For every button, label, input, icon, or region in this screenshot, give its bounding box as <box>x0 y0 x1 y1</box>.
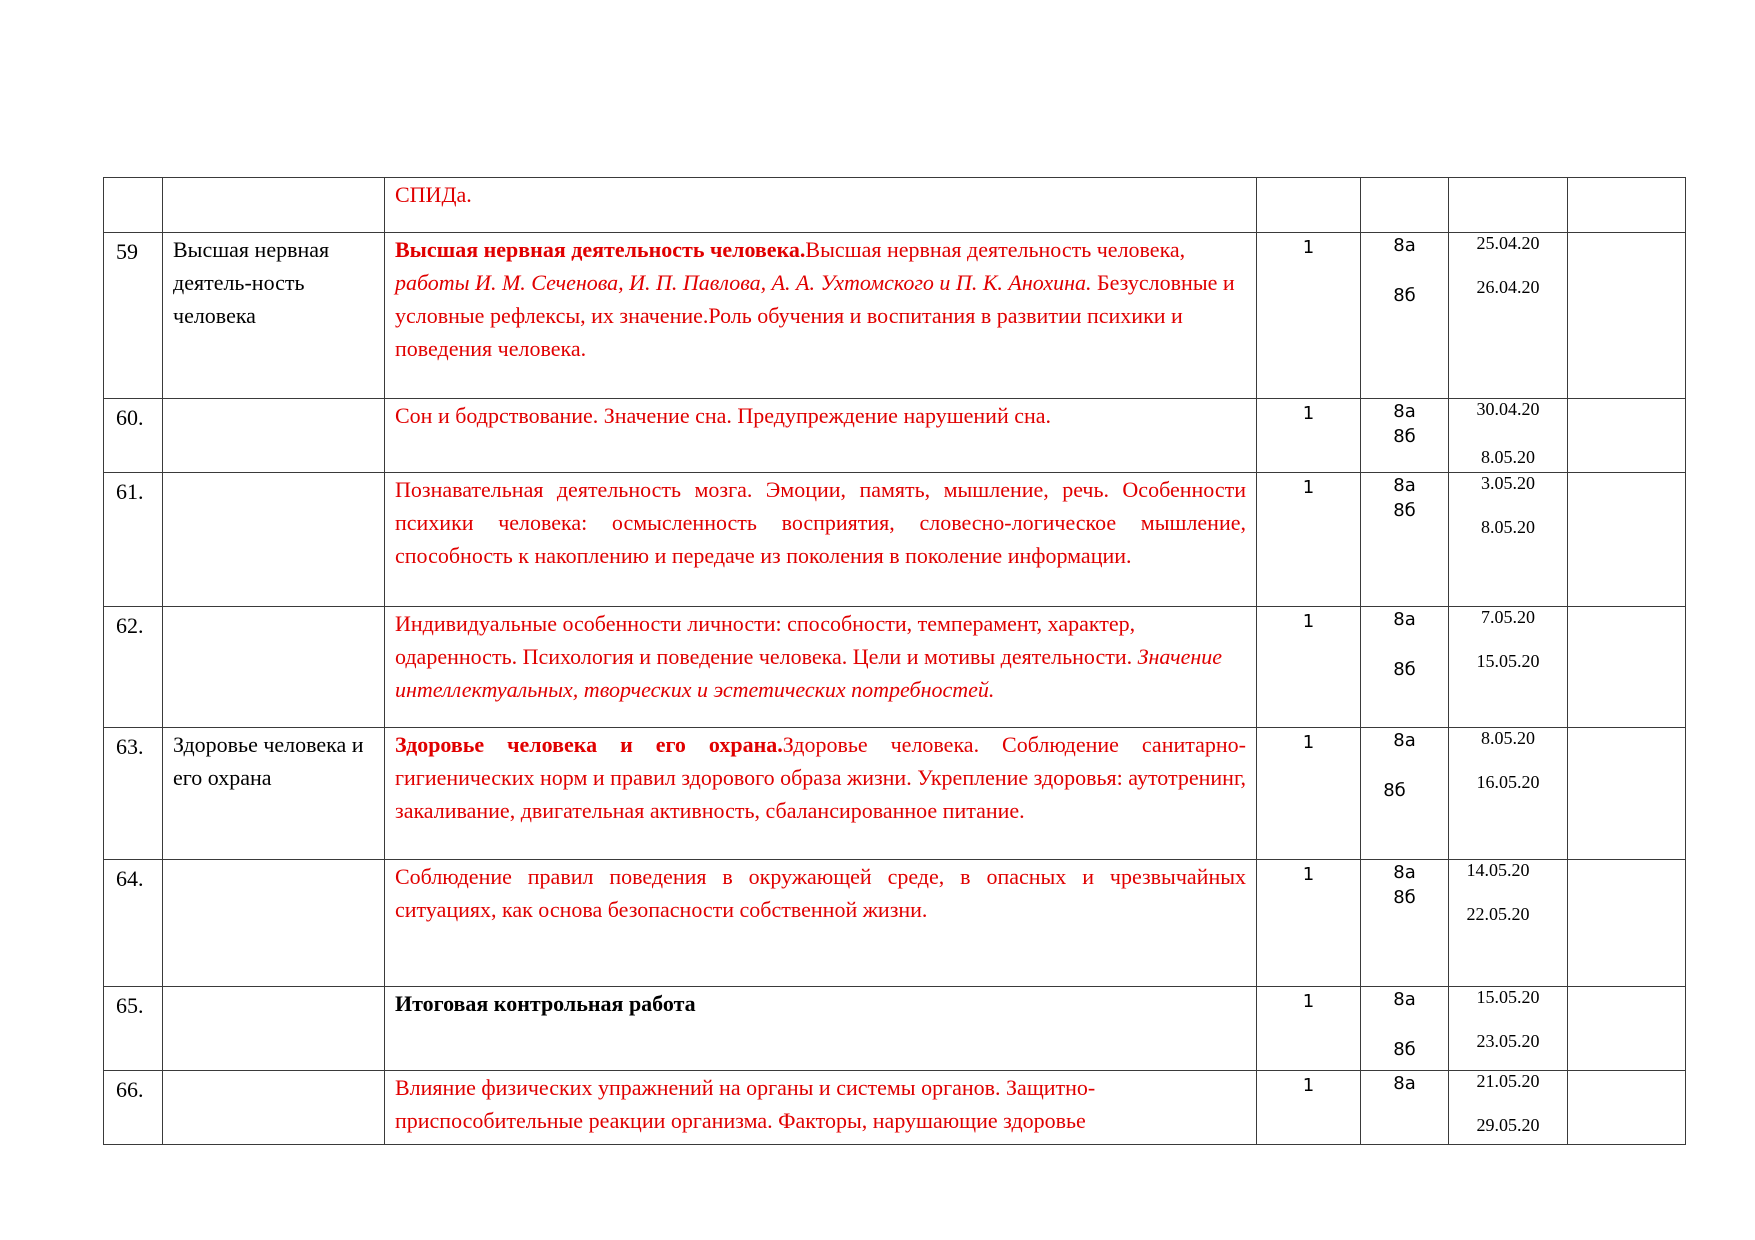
section-topic-cell <box>163 233 385 399</box>
lesson-content-segment: работы И. М. Сеченова, И. П. Павлова, А. А. Ухтомского и П. К. Анохина. <box>395 270 1092 295</box>
hours-value: 1 <box>1302 1075 1315 1096</box>
table-row <box>104 607 1686 728</box>
lesson-content-cell <box>385 728 1257 860</box>
lesson-content-segment: Индивидуальные особенности личности: способности, темперамент, характер, одаренность. Психология и поведение человека. Цели и мотивы деятельности. <box>395 611 1138 669</box>
note-cell <box>1568 987 1686 1071</box>
section-topic-cell <box>163 178 385 233</box>
hours-value: 1 <box>1302 611 1315 632</box>
dates-cell <box>1449 178 1568 233</box>
note-cell <box>1568 607 1686 728</box>
class-cell <box>1361 987 1449 1071</box>
note-cell <box>1568 233 1686 399</box>
lesson-content-segment: Сон и бодрствование. Значение сна. Предупреждение нарушений сна. <box>395 403 1052 428</box>
class-cell <box>1361 233 1449 399</box>
hours-value: 1 <box>1302 403 1315 424</box>
lesson-content-segment: Значение интеллектуальных, творческих и эстетических потребностей. <box>395 644 1223 702</box>
class-label: 8а <box>1393 862 1416 883</box>
lesson-content-segment: Высшая нервная деятельность человека, <box>805 237 1186 262</box>
lesson-date: 16.05.20 <box>1476 772 1540 792</box>
lesson-number: 60. <box>116 405 144 430</box>
class-label: 8а <box>1393 235 1416 256</box>
note-cell <box>1568 860 1686 987</box>
section-topic-cell <box>163 987 385 1071</box>
section-topic-cell <box>163 607 385 728</box>
lesson-date: 15.05.20 <box>1476 987 1540 1007</box>
lesson-content-cell <box>385 1071 1257 1145</box>
dates-cell <box>1449 728 1568 860</box>
dates-cell <box>1449 860 1568 987</box>
dates-cell <box>1449 233 1568 399</box>
dates-cell <box>1449 987 1568 1071</box>
class-cell <box>1361 728 1449 860</box>
lesson-date: 29.05.20 <box>1476 1115 1540 1135</box>
lesson-date: 26.04.20 <box>1476 277 1540 297</box>
lesson-date: 22.05.20 <box>1466 904 1530 924</box>
lesson-date: 3.05.20 <box>1481 473 1535 493</box>
lesson-number-cell <box>104 233 163 399</box>
class-label: 8а <box>1393 609 1416 630</box>
hours-value: 1 <box>1302 237 1315 258</box>
class-cell <box>1361 178 1449 233</box>
hours-cell <box>1257 607 1361 728</box>
lesson-number: 59 <box>116 239 138 264</box>
table-row <box>104 1071 1686 1145</box>
lesson-date: 14.05.20 <box>1466 860 1530 880</box>
lesson-date: 25.04.20 <box>1476 233 1540 253</box>
lesson-content-cell <box>385 233 1257 399</box>
hours-cell <box>1257 1071 1361 1145</box>
table-row <box>104 233 1686 399</box>
section-topic-cell <box>163 728 385 860</box>
lesson-number: 63. <box>116 734 144 759</box>
lesson-number: 64. <box>116 866 144 891</box>
lesson-content-segment: Итоговая контрольная работа <box>395 991 696 1016</box>
class-label: 8б <box>1393 500 1416 521</box>
table-row <box>104 399 1686 473</box>
class-cell <box>1361 607 1449 728</box>
dates-cell <box>1449 473 1568 607</box>
lesson-number-cell <box>104 987 163 1071</box>
class-cell <box>1361 399 1449 473</box>
note-cell <box>1568 399 1686 473</box>
lesson-content-segment: СПИДа. <box>395 182 472 207</box>
class-cell <box>1361 473 1449 607</box>
lesson-date: 8.05.20 <box>1481 728 1535 748</box>
lesson-number-cell <box>104 399 163 473</box>
lesson-number: 61. <box>116 479 144 504</box>
table-row <box>104 473 1686 607</box>
hours-cell <box>1257 473 1361 607</box>
lesson-date: 30.04.20 <box>1476 399 1540 419</box>
lesson-number-cell <box>104 607 163 728</box>
lesson-date: 8.05.20 <box>1481 447 1535 467</box>
lesson-content-cell <box>385 178 1257 233</box>
table-row <box>104 860 1686 987</box>
section-topic: Здоровье человека и его охрана <box>173 732 364 790</box>
lesson-date: 8.05.20 <box>1481 517 1535 537</box>
lesson-number-cell <box>104 728 163 860</box>
lesson-content-segment: Безусловные и условные рефлексы, их значение.Роль обучения и воспитания в развитии психики и поведения человека. <box>395 270 1235 361</box>
lesson-date: 7.05.20 <box>1481 607 1535 627</box>
section-topic-cell <box>163 860 385 987</box>
section-topic-cell <box>163 399 385 473</box>
class-label: 8б <box>1383 780 1406 801</box>
lesson-date: 23.05.20 <box>1476 1031 1540 1051</box>
lesson-content-cell <box>385 987 1257 1071</box>
hours-cell <box>1257 860 1361 987</box>
class-cell <box>1361 1071 1449 1145</box>
dates-cell <box>1449 399 1568 473</box>
hours-value: 1 <box>1302 864 1315 885</box>
hours-cell <box>1257 178 1361 233</box>
lesson-number-cell <box>104 1071 163 1145</box>
class-label: 8а <box>1393 989 1416 1010</box>
hours-cell <box>1257 399 1361 473</box>
lesson-number-cell <box>104 860 163 987</box>
table-row <box>104 728 1686 860</box>
lesson-number: 65. <box>116 993 144 1018</box>
lesson-content-segment: Познавательная деятельность мозга. Эмоции, память, мышление, речь. Особенности психики человека: осмысленность восприятия, словесно-логическое мышление, способность к накоплению и передаче из поколения в поколение информации. <box>395 477 1246 568</box>
hours-value: 1 <box>1302 732 1315 753</box>
table-body <box>104 178 1686 1145</box>
table-row <box>104 178 1686 233</box>
class-label: 8б <box>1393 285 1416 306</box>
note-cell <box>1568 178 1686 233</box>
lesson-content-cell <box>385 399 1257 473</box>
hours-value: 1 <box>1302 477 1315 498</box>
dates-cell <box>1449 607 1568 728</box>
lesson-date: 21.05.20 <box>1476 1071 1540 1091</box>
class-label: 8а <box>1393 730 1416 751</box>
lesson-content-segment: Здоровье человека. Соблюдение санитарно-гигиенических норм и правил здорового образа жизни. Укрепление здоровья: аутотренинг, закаливание, двигательная активность, сбалансированное питание. <box>395 732 1246 823</box>
class-label: 8а <box>1393 475 1416 496</box>
note-cell <box>1568 473 1686 607</box>
class-label: 8а <box>1393 1073 1416 1094</box>
note-cell <box>1568 1071 1686 1145</box>
lesson-date: 15.05.20 <box>1476 651 1540 671</box>
dates-cell <box>1449 1071 1568 1145</box>
lesson-plan-table <box>103 177 1686 1145</box>
class-label: 8б <box>1393 1039 1416 1060</box>
section-topic-cell <box>163 1071 385 1145</box>
lesson-content-segment: Высшая нервная деятельность человека. <box>395 237 806 262</box>
lesson-content-cell <box>385 607 1257 728</box>
class-label: 8а <box>1393 401 1416 422</box>
lesson-number: 66. <box>116 1077 144 1102</box>
lesson-number: 62. <box>116 613 144 638</box>
lesson-content-segment: Здоровье человека и его охрана. <box>395 732 783 757</box>
class-label: 8б <box>1393 659 1416 680</box>
note-cell <box>1568 728 1686 860</box>
table-row <box>104 987 1686 1071</box>
hours-cell <box>1257 233 1361 399</box>
section-topic: Высшая нервная деятель-ность человека <box>173 237 330 328</box>
lesson-number-cell <box>104 178 163 233</box>
lesson-content-segment: Соблюдение правил поведения в окружающей среде, в опасных и чрезвычайных ситуациях, как основа безопасности собственной жизни. <box>395 864 1246 922</box>
lesson-number-cell <box>104 473 163 607</box>
lesson-content-cell <box>385 860 1257 987</box>
hours-value: 1 <box>1302 991 1315 1012</box>
section-topic-cell <box>163 473 385 607</box>
class-label: 8б <box>1393 426 1416 447</box>
hours-cell <box>1257 987 1361 1071</box>
class-label: 8б <box>1393 887 1416 908</box>
lesson-content-segment: Влияние физических упражнений на органы и системы органов. Защитно-приспособительные реакции организма. Факторы, нарушающие здоровье <box>395 1075 1096 1133</box>
lesson-content-cell <box>385 473 1257 607</box>
